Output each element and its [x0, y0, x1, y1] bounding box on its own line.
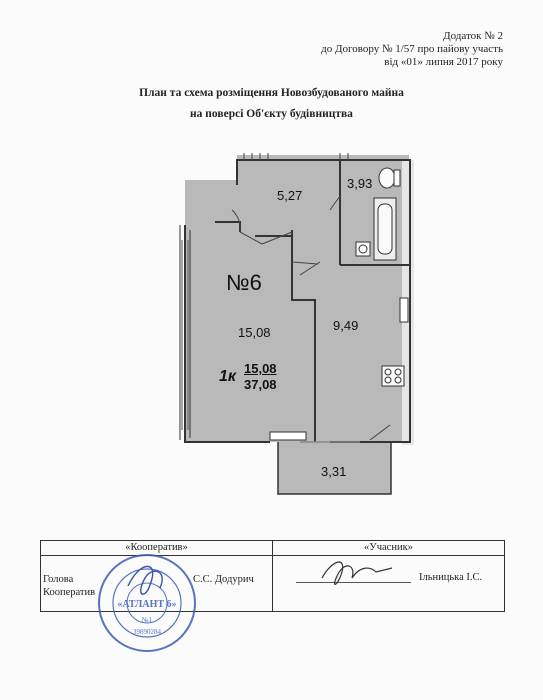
living-area-total: 15,08 [244, 361, 277, 376]
participant-name: Ільницька І.С. [419, 572, 483, 583]
kitchen-area: 9,49 [333, 318, 359, 333]
document-subtitle: на поверсі Об'єкту будівництва [190, 108, 353, 120]
chairman-name: С.С. Додурич [193, 574, 254, 585]
stamp-number: №1 [141, 616, 153, 624]
participant-header: «Учасник» [364, 542, 413, 553]
stamp-code: 39890284 [133, 628, 161, 636]
contract-date: від «01» липня 2017 року [384, 56, 503, 68]
stamp-center-text: «АТЛАНТ 6» [117, 599, 177, 610]
corridor-area: 5,27 [277, 188, 303, 203]
annex-number: Додаток № 2 [443, 30, 503, 42]
toilet [379, 168, 400, 188]
signature-table [40, 540, 505, 612]
living-room-area: 15,08 [238, 325, 271, 340]
bathroom-area: 3,93 [347, 176, 373, 191]
rooms-count: 1к [219, 368, 237, 385]
total-area: 37,08 [244, 377, 277, 392]
participant-signature-line [296, 582, 411, 583]
cooperative-header: «Кооператив» [125, 542, 188, 553]
cooperative-role: Кооператив [43, 587, 96, 598]
washbasin [356, 242, 370, 256]
apartment-number: №6 [226, 270, 262, 295]
balcony-area: 3,31 [321, 464, 347, 479]
contract-reference: до Договору № 1/57 про пайову участь [321, 43, 503, 55]
kitchen-stove [382, 366, 404, 386]
document-title: План та схема розміщення Новозбудованого майна [139, 87, 404, 99]
bathtub [374, 198, 396, 260]
chairman-role: Голова [43, 574, 74, 585]
